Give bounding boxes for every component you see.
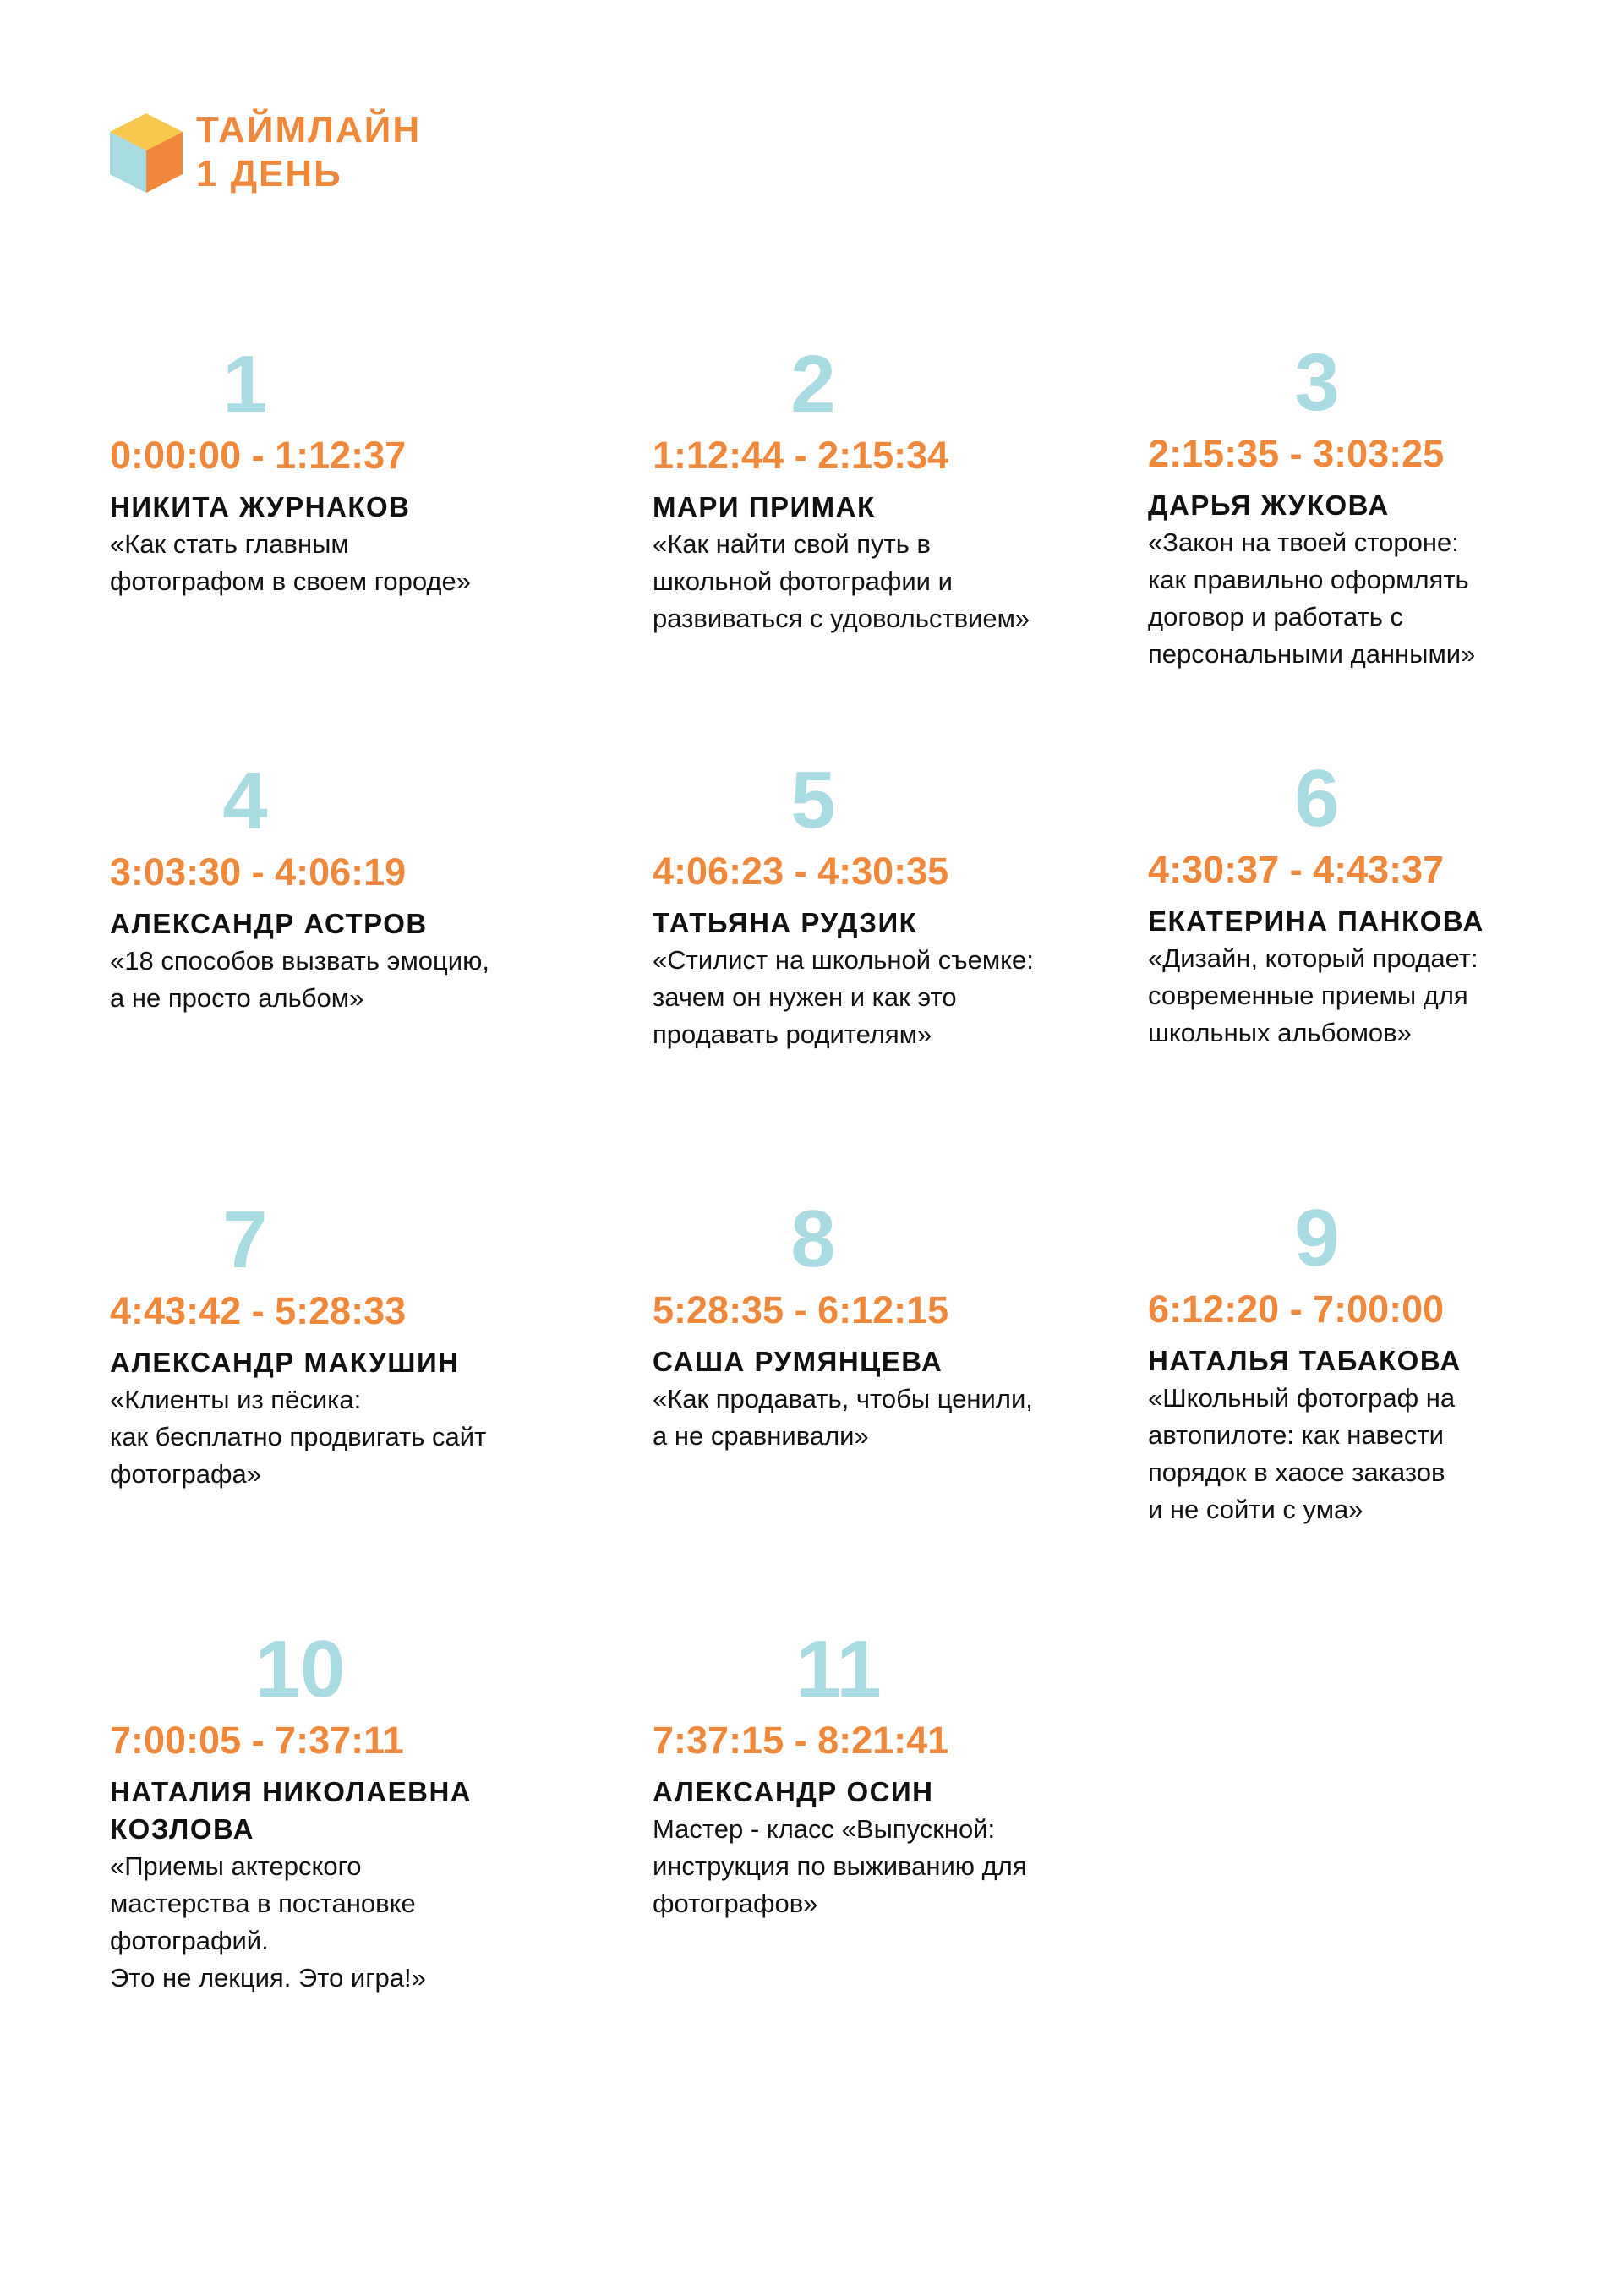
speaker-name: НАТАЛЬЯ ТАБАКОВА	[1148, 1345, 1462, 1376]
speaker-name: САША РУМЯНЦЕВА	[653, 1346, 943, 1377]
cube-icon	[110, 113, 183, 193]
session-number: 2	[790, 339, 836, 429]
session-topic: «Стилист на школьной съемке: зачем он нужен и как это продавать родителям»	[653, 945, 1034, 1049]
session-topic: «Как найти свой путь в школьной фотографии и развиваться с удовольствием»	[653, 529, 1030, 633]
speaker-name: МАРИ ПРИМАК	[653, 491, 876, 522]
session-time: 7:00:05 - 7:37:11	[110, 1719, 404, 1762]
speaker-name: ЕКАТЕРИНА ПАНКОВА	[1148, 905, 1484, 937]
speaker-name: АЛЕКСАНДР МАКУШИН	[110, 1347, 460, 1378]
title-line-2: 1 ДЕНЬ	[196, 153, 342, 194]
session-topic: «Дизайн, который продает: современные приемы для школьных альбомов»	[1148, 943, 1478, 1047]
session-number: 9	[1294, 1193, 1340, 1283]
session-time: 0:00:00 - 1:12:37	[110, 434, 407, 477]
session-number: 1	[222, 339, 268, 429]
session-topic: «Как стать главным фотографом в своем городе»	[110, 529, 471, 596]
session-number: 10	[254, 1624, 346, 1714]
session-time: 1:12:44 - 2:15:34	[653, 434, 949, 477]
session-number: 4	[222, 756, 268, 846]
session-time: 4:43:42 - 5:28:33	[110, 1289, 407, 1332]
session-topic: «Школьный фотограф на автопилоте: как навести порядок в хаосе заказов и не сойти с ума»	[1148, 1383, 1456, 1524]
session-number: 11	[795, 1624, 882, 1714]
session-number: 3	[1294, 337, 1340, 428]
session-time: 3:03:30 - 4:06:19	[110, 850, 407, 894]
session-time: 2:15:35 - 3:03:25	[1148, 432, 1445, 475]
speaker-name: НИКИТА ЖУРНАКОВ	[110, 491, 411, 522]
session-time: 4:06:23 - 4:30:35	[653, 850, 949, 893]
session-time: 7:37:15 - 8:21:41	[653, 1719, 949, 1762]
speaker-name: ТАТЬЯНА РУДЗИК	[653, 907, 918, 938]
title-line-1: ТАЙМЛАЙН	[196, 109, 422, 150]
session-number: 6	[1294, 753, 1340, 844]
session-topic: «Как продавать, чтобы ценили, а не сравнивали»	[653, 1384, 1033, 1451]
session-topic: «Закон на твоей стороне: как правильно оформлять договор и работать с персональными данными»	[1148, 528, 1476, 669]
speaker-name: АЛЕКСАНДР АСТРОВ	[110, 908, 428, 939]
session-time: 5:28:35 - 6:12:15	[653, 1288, 949, 1331]
speaker-name: НАТАЛИЯ НИКОЛАЕВНА КОЗЛОВА	[110, 1776, 473, 1845]
page-title	[196, 108, 421, 196]
session-topic: Мастер - класс «Выпускной: инструкция по выживанию для фотографов»	[653, 1814, 1027, 1918]
session-time: 6:12:20 - 7:00:00	[1148, 1287, 1445, 1331]
session-number: 7	[222, 1194, 268, 1285]
session-topic: «Клиенты из пёсика: как бесплатно продвигать сайт фотографа»	[110, 1385, 487, 1489]
session-topic: «18 способов вызвать эмоцию, а не просто альбом»	[110, 946, 489, 1013]
session-time: 4:30:37 - 4:43:37	[1148, 848, 1445, 891]
session-number: 5	[790, 755, 836, 845]
session-topic: «Приемы актерского мастерства в постановке фотографий. Это не лекция. Это игра!»	[110, 1851, 426, 1993]
session-number: 8	[790, 1194, 836, 1284]
speaker-name: АЛЕКСАНДР ОСИН	[653, 1776, 934, 1807]
speaker-name: ДАРЬЯ ЖУКОВА	[1148, 489, 1390, 521]
